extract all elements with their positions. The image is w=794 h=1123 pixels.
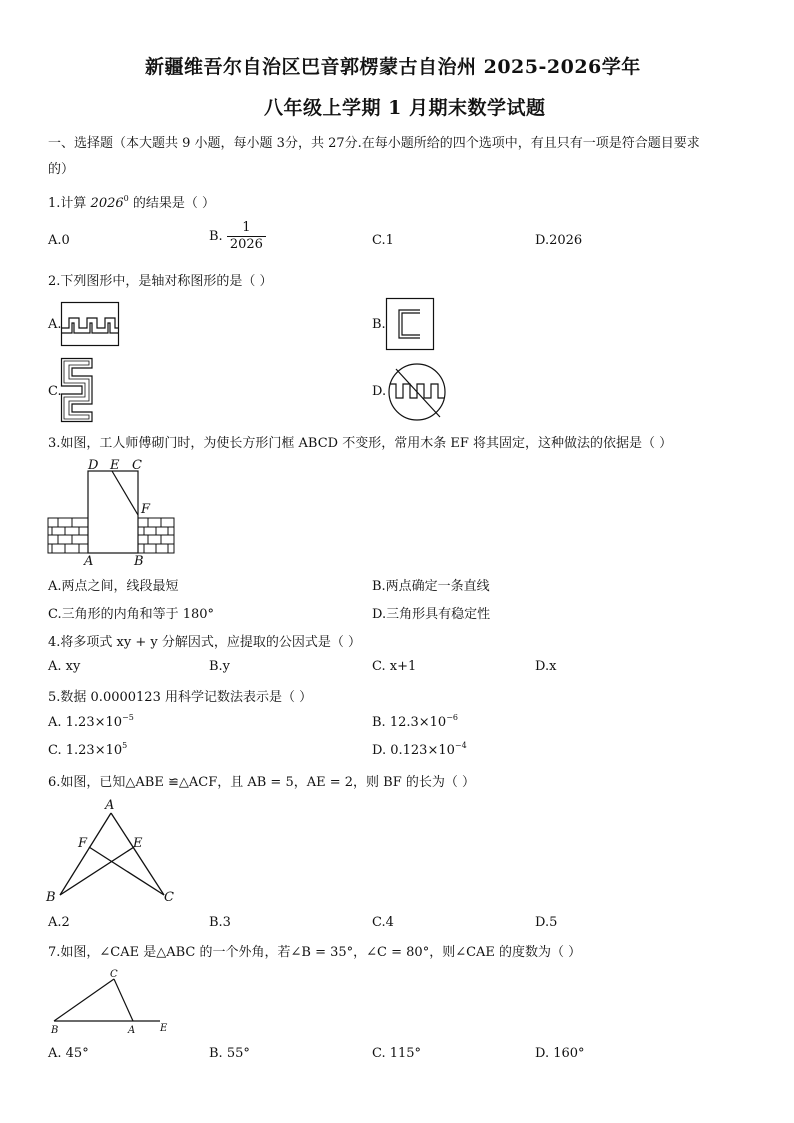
q3-option-d[interactable]: D.三角形具有稳定性: [372, 607, 491, 622]
section-heading: 一、选择题（本大题共 9 小题，每小题 3分，共 27分.在每小题所给的四个选项中，有且只有一项是符合题目要求: [48, 136, 700, 151]
q3-label-c: C: [132, 458, 142, 473]
q5-option-d-exp: −4: [454, 741, 467, 750]
q7-option-b[interactable]: B. 55°: [209, 1046, 250, 1061]
q5-option-d-base: D. 0.123×10: [372, 743, 455, 758]
q2-figure-d: [386, 363, 448, 421]
q1-option-b-fraction: [227, 220, 266, 253]
q5-option-c-exp: 5: [122, 741, 128, 750]
q3-option-a[interactable]: A.两点之间，线段最短: [48, 579, 179, 594]
q5-option-b[interactable]: [372, 715, 458, 730]
q4-option-d[interactable]: D.x: [535, 659, 557, 674]
q3-option-b[interactable]: B.两点确定一条直线: [372, 579, 490, 594]
q4-option-c[interactable]: C. x+1: [372, 659, 417, 674]
q7-option-d[interactable]: D. 160°: [535, 1046, 585, 1061]
q6-label-b: B: [46, 890, 56, 905]
q3-label-f: F: [141, 502, 151, 517]
q2-option-b-label[interactable]: B.: [372, 317, 386, 332]
q5-option-c[interactable]: [48, 743, 127, 758]
q1-stem-pre: 1.计算: [48, 196, 87, 211]
q6-option-b[interactable]: B.3: [209, 915, 231, 930]
q1-stem-post: 的结果是（ ）: [132, 196, 216, 211]
q4-stem: 4.将多项式 xy + y 分解因式，应提取的公因式是（ ）: [48, 635, 361, 650]
q7-triangle-figure: [48, 965, 178, 1035]
q3-label-d: D: [88, 458, 99, 473]
q5-option-a[interactable]: [48, 715, 134, 730]
q1-fraction-numerator: 1: [227, 220, 266, 237]
q1-option-c[interactable]: C.1: [372, 233, 394, 248]
q5-option-c-base: C. 1.23×10: [48, 743, 123, 758]
q3-label-b: B: [134, 554, 144, 569]
q7-option-a[interactable]: A. 45°: [48, 1046, 89, 1061]
q6-option-c[interactable]: C.4: [372, 915, 394, 930]
q6-option-d[interactable]: D.5: [535, 915, 558, 930]
q3-label-e: E: [110, 458, 120, 473]
q1-option-b[interactable]: [209, 220, 266, 253]
q5-option-b-base: B. 12.3×10: [372, 715, 447, 730]
q6-label-e: E: [133, 836, 143, 851]
q2-option-d-label[interactable]: D.: [372, 384, 387, 399]
q7-label-e: E: [160, 1023, 168, 1034]
section-heading-cont: 的）: [48, 162, 75, 177]
q3-option-c[interactable]: C.三角形的内角和等于 180°: [48, 607, 215, 622]
q7-stem: 7.如图，∠CAE 是△ABC 的一个外角，若∠B = 35°，∠C = 80°，则∠CAE 的度数为（ ）: [48, 945, 582, 960]
q2-option-a-label[interactable]: A.: [48, 317, 62, 332]
q2-figure-a: [61, 302, 119, 346]
q5-option-a-base: A. 1.23×10: [48, 715, 123, 730]
q6-option-a[interactable]: A.2: [48, 915, 70, 930]
q2-figure-b: [386, 298, 434, 350]
q6-stem: 6.如图，已知△ABE ≌△ACF，且 AB = 5，AE = 2，则 BF 的长为（ ）: [48, 775, 475, 790]
q5-option-b-exp: −6: [446, 713, 458, 722]
q2-option-c-label[interactable]: C.: [48, 384, 62, 399]
title-line-2: 八年级上学期 1 月期末数学试题: [264, 97, 546, 119]
title-line-1: 新疆维吾尔自治区巴音郭楞蒙古自治州 2025-2026学年: [145, 56, 641, 78]
q7-label-a: A: [128, 1025, 136, 1036]
q7-label-b: B: [51, 1025, 59, 1036]
q3-stem: 3.如图，工人师傅砌门时，为使长方形门框 ABCD 不变形，常用木条 EF 将其固定，这种做法的依据是（ ）: [48, 436, 673, 451]
q7-label-c: C: [110, 969, 118, 980]
q5-stem: 5.数据 0.0000123 用科学记数法表示是（ ）: [48, 690, 313, 705]
q1-option-a[interactable]: A.0: [48, 233, 70, 248]
q6-label-c: C: [164, 890, 174, 905]
q2-figure-c: [61, 358, 93, 422]
q1-option-b-label: B.: [209, 229, 223, 244]
q1-exp: 0: [123, 194, 129, 203]
q6-triangle-figure: [46, 797, 186, 909]
q1-fraction-denominator: 2026: [229, 237, 263, 252]
q4-option-a[interactable]: A. xy: [48, 659, 81, 674]
q3-label-a: A: [84, 554, 94, 569]
q5-option-d[interactable]: [372, 743, 467, 758]
q5-option-a-exp: −5: [122, 713, 134, 722]
q1-base: 2026: [90, 196, 124, 211]
q1-option-d[interactable]: D.2026: [535, 233, 583, 248]
q2-stem: 2.下列图形中，是轴对称图形的是（ ）: [48, 274, 273, 289]
q7-option-c[interactable]: C. 115°: [372, 1046, 422, 1061]
q1-stem: [48, 192, 215, 211]
q6-label-a: A: [105, 798, 115, 813]
q3-door-figure: [48, 455, 178, 567]
q4-option-b[interactable]: B.y: [209, 659, 231, 674]
q6-label-f: F: [78, 836, 88, 851]
